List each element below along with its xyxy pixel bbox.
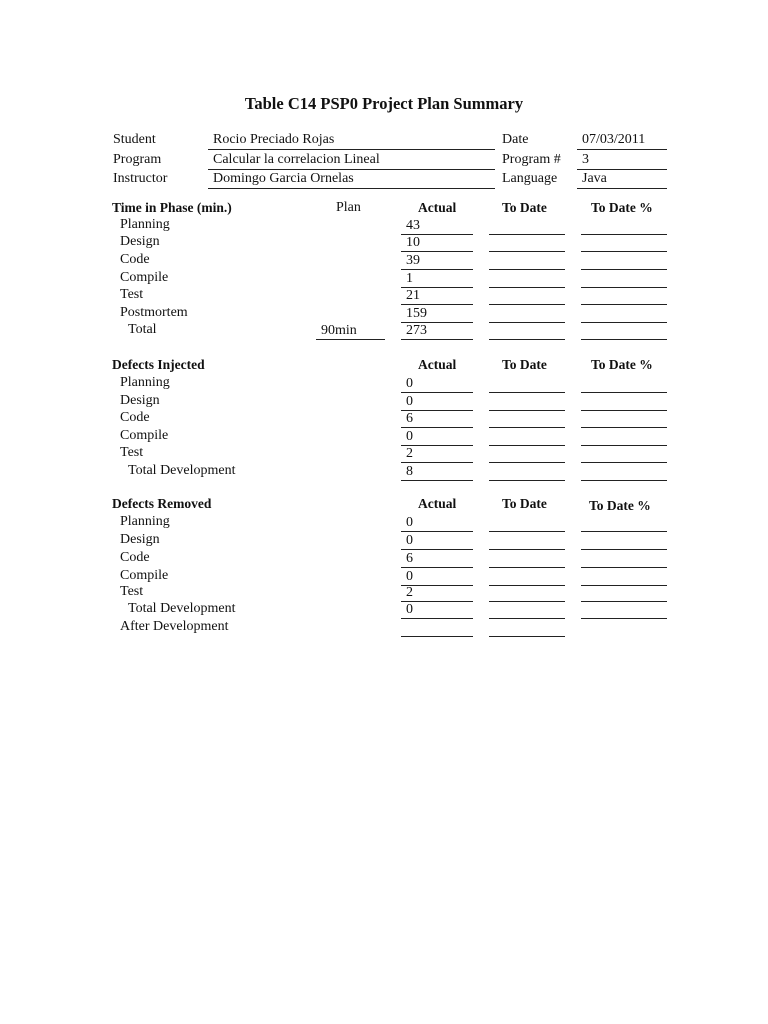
actual-cell: 0 <box>401 394 473 411</box>
column-header-plan: Plan <box>336 200 361 215</box>
to-date-blank-line <box>489 567 565 568</box>
date-field: 07/03/2011 <box>577 131 667 150</box>
actual-cell: 6 <box>401 411 473 428</box>
actual-cell: 21 <box>401 288 473 305</box>
page-title: Table C14 PSP0 Project Plan Summary <box>244 94 524 113</box>
to-date-percent-blank-line <box>581 549 667 550</box>
actual-cell: 1 <box>401 271 473 288</box>
to-date-blank-line <box>489 339 565 340</box>
phase-row-label: Design <box>120 393 160 408</box>
to-date-blank-line <box>489 251 565 252</box>
to-date-percent-blank-line <box>581 427 667 428</box>
defects-removed-heading: Defects Removed <box>112 496 212 511</box>
to-date-blank-line <box>489 480 565 481</box>
to-date-percent-blank-line <box>581 585 667 586</box>
total-row-label: Total <box>128 322 157 337</box>
phase-row-label: Code <box>120 550 150 565</box>
phase-row-label: Test <box>120 445 144 460</box>
language-field: Java <box>577 170 667 189</box>
student-label: Student <box>113 132 156 147</box>
phase-row-label: Postmortem <box>120 305 188 320</box>
plan-total-cell: 90min <box>316 323 385 340</box>
to-date-blank-line <box>489 601 565 602</box>
actual-total-cell: 0 <box>401 602 473 619</box>
column-header-to-date-percent: To Date % <box>591 357 653 372</box>
to-date-blank-line <box>489 445 565 446</box>
phase-row-label: Compile <box>120 568 169 583</box>
to-date-percent-blank-line <box>581 567 667 568</box>
column-header-actual: Actual <box>418 357 457 372</box>
to-date-percent-blank-line <box>581 601 667 602</box>
column-header-to-date: To Date <box>502 200 547 215</box>
to-date-blank-line <box>489 618 565 619</box>
actual-total-cell: 8 <box>401 464 473 481</box>
to-date-percent-blank-line <box>581 410 667 411</box>
actual-cell: 0 <box>401 533 473 550</box>
to-date-percent-blank-line <box>581 251 667 252</box>
to-date-blank-line <box>489 287 565 288</box>
total-row-label: Total Development <box>128 463 236 478</box>
to-date-blank-line <box>489 410 565 411</box>
language-label: Language <box>502 171 558 186</box>
actual-cell: 2 <box>401 446 473 463</box>
instructor-label: Instructor <box>113 171 168 186</box>
actual-cell: 43 <box>401 218 473 235</box>
phase-row-label: Code <box>120 410 150 425</box>
column-header-to-date-percent: To Date % <box>589 498 651 513</box>
to-date-blank-line <box>489 234 565 235</box>
phase-row-label: Test <box>120 584 144 599</box>
to-date-percent-blank-line <box>581 445 667 446</box>
to-date-percent-blank-line <box>581 462 667 463</box>
phase-row-label: Design <box>120 532 160 547</box>
after-development-label: After Development <box>120 619 229 634</box>
phase-row-label: Code <box>120 252 150 267</box>
actual-cell: 0 <box>401 376 473 393</box>
to-date-percent-blank-line <box>581 322 667 323</box>
actual-cell: 0 <box>401 429 473 446</box>
column-header-actual: Actual <box>418 200 457 215</box>
phase-row-label: Planning <box>120 217 170 232</box>
phase-row-label: Design <box>120 234 160 249</box>
to-date-blank-line <box>489 427 565 428</box>
date-label: Date <box>502 132 529 147</box>
total-row-label: Total Development <box>128 601 236 616</box>
to-date-blank-line <box>489 585 565 586</box>
after-development-to-date-blank-line <box>489 636 565 637</box>
program-label: Program <box>113 152 162 167</box>
column-header-to-date: To Date <box>502 357 547 372</box>
phase-row-label: Planning <box>120 375 170 390</box>
to-date-blank-line <box>489 304 565 305</box>
column-header-actual: Actual <box>418 496 457 511</box>
to-date-blank-line <box>489 462 565 463</box>
student-field: Rocio Preciado Rojas <box>208 131 495 150</box>
to-date-percent-blank-line <box>581 531 667 532</box>
to-date-percent-blank-line <box>581 618 667 619</box>
column-header-to-date: To Date <box>502 496 547 511</box>
actual-cell: 2 <box>401 585 473 602</box>
to-date-blank-line <box>489 322 565 323</box>
to-date-percent-blank-line <box>581 287 667 288</box>
actual-cell: 0 <box>401 515 473 532</box>
to-date-percent-blank-line <box>581 339 667 340</box>
program-field: Calcular la correlacion Lineal <box>208 151 495 170</box>
to-date-blank-line <box>489 531 565 532</box>
phase-row-label: Planning <box>120 514 170 529</box>
actual-cell: 10 <box>401 235 473 252</box>
phase-row-label: Compile <box>120 270 169 285</box>
to-date-percent-blank-line <box>581 392 667 393</box>
program-number-label: Program # <box>502 152 561 167</box>
actual-cell: 6 <box>401 551 473 568</box>
actual-total-cell: 273 <box>401 323 473 340</box>
to-date-percent-blank-line <box>581 304 667 305</box>
time-in-phase-heading: Time in Phase (min.) <box>112 200 232 215</box>
to-date-percent-blank-line <box>581 269 667 270</box>
program-number-field: 3 <box>577 151 667 170</box>
to-date-blank-line <box>489 549 565 550</box>
to-date-percent-blank-line <box>581 480 667 481</box>
column-header-to-date-percent: To Date % <box>591 200 653 215</box>
phase-row-label: Compile <box>120 428 169 443</box>
phase-row-label: Test <box>120 287 144 302</box>
actual-cell: 0 <box>401 569 473 586</box>
defects-injected-heading: Defects Injected <box>112 357 205 372</box>
to-date-blank-line <box>489 269 565 270</box>
instructor-field: Domingo Garcia Ornelas <box>208 170 495 189</box>
actual-cell: 159 <box>401 306 473 323</box>
to-date-blank-line <box>489 392 565 393</box>
to-date-percent-blank-line <box>581 234 667 235</box>
actual-cell: 39 <box>401 253 473 270</box>
after-development-actual-blank-line <box>401 636 473 637</box>
